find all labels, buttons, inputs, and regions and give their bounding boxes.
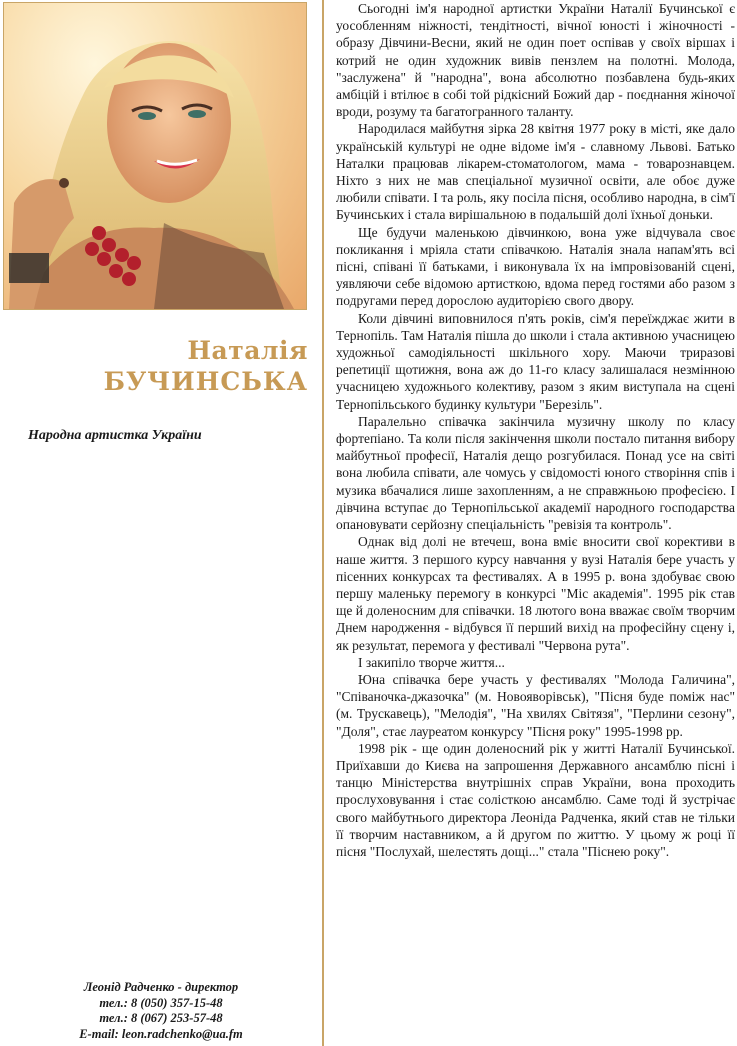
article-paragraph: Сьогодні ім'я народної артистки України Наталії Бучинської є уособленням ніжності, тендітності, вічної юності і жіночності - образу Дівчини-Весни, який не один поет оспівав у своїх віршах і котрий не один художник вивів пензлем на полотні. Молода, "заслужена" й "народна", вона абсолютно позбавлена будь-яких амбіцій і втілює в собі той рідкісний Божий дар - поєднання жіночої вроди, розуму та багатогранного таланту. xyxy=(336,1,735,120)
left-column xyxy=(0,0,322,1046)
director-line: Леонід Радченко - директор xyxy=(83,980,239,994)
artist-title: Народна артистка України xyxy=(28,428,202,443)
artist-photo xyxy=(3,2,307,310)
article-paragraph: Коли дівчині виповнилося п'ять років, сім'я переїжджає жити в Тернопіль. Там Наталія пішла до школи і стала активною учасницею художньої самодіяльності шкільного хору. Маючи триразові репетиції щотижня, вона аж до 11-го класу залишалася незмінною учасницею художнього колективу, разом з яким виступала на сцені Тернопільського будинку культури "Березіль". xyxy=(336,310,735,412)
article-paragraph: 1998 рік - ще один доленосний рік у житті Наталії Бучинської. Приїхавши до Києва на запрошення Державного ансамблю пісні і танцю Міністерства внутрішніх справ України, вона проходить прослуховування і стає солісткою ансамблю. Саме тоді й зустрічає свого майбутнього директора Леоніда Радченка, який став не тільки її творчим наставником, а й другом по життю. У цьому ж році її пісня "Послухай, шелестять дощі..." стала "Піснею року". xyxy=(336,740,735,859)
email-line: E-mail: leon.radchenko@ua.fm xyxy=(79,1026,243,1041)
phone-line-1: тел.: 8 (050) 357-15-48 xyxy=(99,995,223,1010)
biography-article xyxy=(336,0,735,860)
article-paragraph: Ще будучи маленькою дівчинкою, вона уже відчувала своє покликання і мріяла стати співачкою. Наталія знала напам'ять всі пісні, співані її батьками, і виконувала їх на імпровізованій сцені, уявляючи себе відомою артисткою, вдома перед гостями або разом з подругами перед дорослою аудиторією свого двору. xyxy=(336,224,735,309)
artist-name xyxy=(104,334,308,397)
artist-first-name: Наталія xyxy=(187,336,308,365)
contact-block xyxy=(0,980,322,1042)
artist-last-name: БУЧИНСЬКА xyxy=(103,367,308,396)
article-paragraph: Однак від долі не втечеш, вона вміє вносити свої корективи в наше життя. З першого курсу навчання у вузі Наталія бере участь у пісенних конкурсах та фестивалях. А в 1995 р. вона здобуває свою першу маленьку перемогу в конкурсі "Міс академія". 1995 рік став ще й доленосним для співачки. 18 лютого вона вважає своїм творчим Днем народження - відбувся її перший вихід на професійну сцену і, як результат, перемога у фестивалі "Червона рута". xyxy=(336,534,735,653)
article-paragraph: І закипіло творче життя... xyxy=(358,654,505,670)
column-divider xyxy=(322,0,324,1046)
article-paragraph: Народилася майбутня зірка 28 квітня 1977 року в місті, яке дало українській культурі не одне відоме ім'я - славному Львові. Батько Наталки працював лікарем-стоматологом, мама - товарознавцем. Ніхто з них не мав спеціальної музичної освіти, але обоє дуже любили співати. І та роль, яку посіла пісня, особливо народна, в сім'ї Бучинських і стала вирішальною в подальшій долі їхньої доньки. xyxy=(336,121,735,223)
article-paragraph: Паралельно співачка закінчила музичну школу по класу фортепіано. Та коли після закінчення школи постало питання вибору майбутньої професії, Наталія дещо розгубилася. Понад усе на світі вона любила співати, але чомусь у свідомості юного створіння спів і музика вбачалися лише захопленням, а не справжньою професією. І дівчина вступає до Тернопільської академії народного господарства опановувати серйозну спеціальність "ревізія та контроль". xyxy=(336,413,735,533)
article-paragraph: Юна співачка бере участь у фестивалях "Молода Галичина", "Співаночка-джазочка" (м. Новояворівськ), "Пісня буде поміж нас" (м. Трускавець), "Мелодія", "На хвилях Світязя", "Перлини сезону", "Доля", стає лауреатом конкурсу "Пісня року" 1995-1998 рр. xyxy=(336,671,735,739)
phone-line-2: тел.: 8 (067) 253-57-48 xyxy=(99,1011,223,1025)
